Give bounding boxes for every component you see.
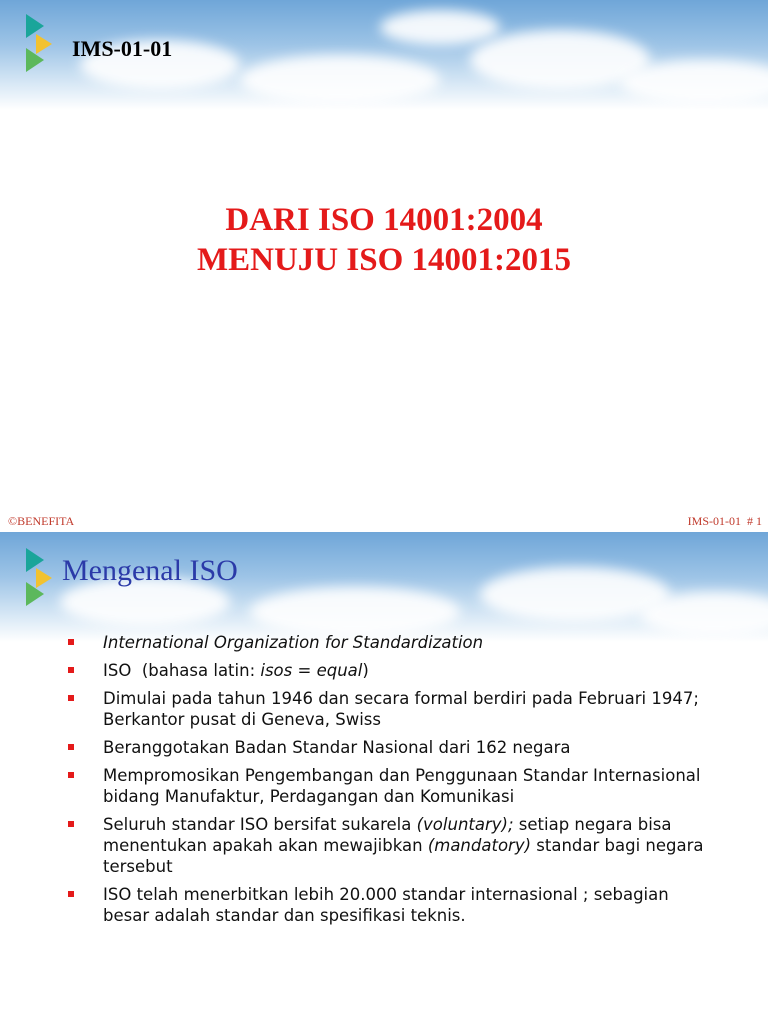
red-square-bullet-icon [68,891,74,897]
benefita-logo-icon [24,548,54,606]
benefita-logo-icon [24,14,54,72]
red-square-bullet-icon [68,695,74,701]
header-code: IMS-01-01 [72,36,173,61]
slide-title: Mengenal ISO [62,554,238,587]
title-line-1: DARI ISO 14001:2004 [225,202,543,238]
list-item: Dimulai pada tahun 1946 dan secara formal berdiri pada Februari 1947; Berkantor pusat di Geneva, Swiss [66,688,746,730]
red-square-bullet-icon [68,639,74,645]
footer-copyright: ©BENEFITA [8,514,75,528]
footer-page-number: IMS-01-01 # 1 [687,514,762,528]
list-item: Mempromosikan Pengembangan dan Penggunaan Standar Internasional bidang Manufaktur, Perdagangan dan Komunikasi [66,765,746,807]
list-item: International Organization for Standardization [66,632,746,653]
list-item: ISO telah menerbitkan lebih 20.000 standar internasional ; sebagian besar adalah standar dan spesifikasi teknis. [66,884,746,926]
red-square-bullet-icon [68,772,74,778]
bullet-list [66,632,746,933]
slide-2 [0,532,768,1024]
red-square-bullet-icon [68,821,74,827]
red-square-bullet-icon [68,667,74,673]
title-line-2: MENUJU ISO 14001:2015 [196,242,571,278]
list-item: Beranggotakan Badan Standar Nasional dari 162 negara [66,737,746,758]
red-square-bullet-icon [68,744,74,750]
list-item: Seluruh standar ISO bersifat sukarela (voluntary); setiap negara bisa menentukan apakah akan mewajibkan (mandatory) standar bagi negara tersebut [66,814,746,877]
list-item: ISO (bahasa latin: isos = equal) [66,660,746,681]
